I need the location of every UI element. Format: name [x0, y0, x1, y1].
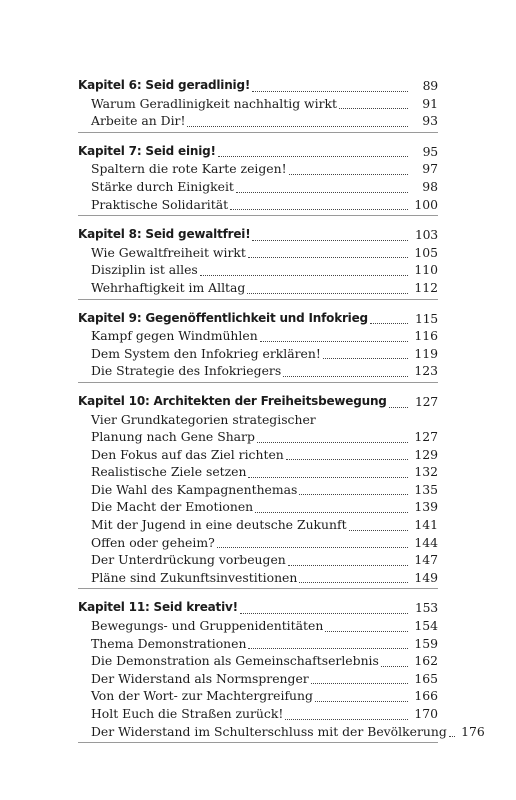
toc-entry-page: 170 [414, 706, 438, 721]
dot-leader [370, 323, 408, 324]
toc-entry-title: Stärke durch Einigkeit [91, 178, 234, 194]
chapter-heading-page: 103 [414, 227, 438, 243]
toc-entry [78, 428, 438, 446]
toc-entry-title: Praktische Solidarität [91, 196, 229, 212]
section-divider [78, 299, 438, 300]
dot-leader [299, 582, 408, 583]
toc-entry-page: 147 [414, 552, 438, 568]
dot-leader [248, 477, 408, 478]
chapter-heading-title: Kapitel 11: Seid kreativ! [78, 600, 238, 615]
toc-entry [78, 345, 438, 363]
toc-entry [78, 652, 438, 670]
dot-leader [315, 701, 408, 702]
chapter-heading-title: Kapitel 8: Seid gewaltfrei! [78, 227, 251, 242]
dot-leader [339, 108, 408, 109]
chapter-section [78, 226, 438, 303]
chapter-section [78, 77, 438, 137]
dot-leader [230, 209, 408, 210]
toc-entry-title: Den Fokus auf das Ziel richten [91, 446, 284, 462]
toc-entry-page: 119 [414, 345, 438, 361]
chapter-section [78, 310, 438, 387]
dot-leader [257, 442, 408, 443]
dot-leader [288, 565, 408, 566]
dot-leader [255, 512, 408, 513]
toc-entry [78, 635, 438, 653]
chapter-heading [78, 143, 438, 161]
toc-entry-title: Spaltern die rote Karte zeigen! [91, 161, 287, 177]
dot-leader [325, 631, 408, 632]
toc-entry-page: 139 [414, 499, 438, 515]
toc-entry [78, 261, 438, 279]
section-divider [78, 382, 438, 383]
toc-entry-page: 127 [414, 429, 438, 445]
toc-entry [78, 160, 438, 178]
toc-entry-page: 141 [414, 517, 438, 533]
chapter-heading-page: 95 [422, 143, 438, 159]
toc-entry-page: 132 [414, 464, 438, 480]
toc-entry-page: 149 [414, 569, 438, 585]
toc-entry-page: 97 [422, 161, 438, 177]
toc-entry [78, 569, 438, 587]
chapter-heading-title: Kapitel 7: Seid einig! [78, 143, 216, 158]
chapter-heading [78, 77, 438, 95]
section-divider [78, 588, 438, 589]
toc-entry [78, 196, 438, 214]
chapter-section [78, 143, 438, 220]
toc-entry-page: 165 [414, 670, 438, 686]
toc-entry-title: Die Demonstration als Gemeinschaftserlebnis [91, 653, 379, 669]
toc-entry-title: Arbeite an Dir! [91, 113, 186, 129]
chapter-heading-title: Kapitel 6: Seid geradlinig! [78, 78, 251, 92]
dot-leader [236, 192, 408, 193]
dot-leader [449, 736, 455, 737]
toc-entry-title: Thema Demonstrationen [91, 635, 247, 651]
toc-entry-title: Die Strategie des Infokriegers [91, 363, 282, 379]
toc-entry-title: Dem System den Infokrieg erklären! [91, 345, 321, 361]
toc-entry-page: 110 [414, 262, 438, 278]
toc-entry-title: Warum Geradlinigkeit nachhaltig wirkt [91, 95, 338, 111]
dot-leader [285, 719, 408, 720]
toc-entry-title: Der Widerstand im Schulterschluss mit der Bevölkerung [91, 723, 447, 739]
toc-entry-page: 162 [414, 653, 438, 669]
toc-entry [78, 516, 438, 534]
dot-leader [323, 358, 408, 359]
toc-entry-title: Disziplin ist alles [91, 262, 198, 278]
dot-leader [252, 91, 408, 92]
toc-entry-page: 98 [422, 178, 438, 194]
toc-entry-page: 93 [422, 113, 438, 129]
dot-leader [247, 293, 408, 294]
toc-entry-title: Die Wahl des Kampagnenthemas [91, 481, 298, 497]
toc-entry-title: Offen oder geheim? [91, 534, 215, 550]
toc-entry-title: Mit der Jugend in eine deutsche Zukunft [91, 517, 347, 533]
table-of-contents [78, 77, 485, 747]
toc-entry-title: Planung nach Gene Sharp [91, 429, 255, 445]
toc-entry-page: 123 [414, 363, 438, 379]
toc-entry-title: Der Unterdrückung vorbeugen [91, 552, 286, 568]
toc-entry [78, 446, 438, 464]
dot-leader [311, 683, 408, 684]
chapter-heading [78, 599, 438, 617]
toc-entry-title: Die Macht der Emotionen [91, 499, 254, 515]
section-divider [78, 215, 438, 216]
toc-entry-title: Pläne sind Zukunftsinvestitionen [91, 569, 298, 585]
toc-entry-title: Von der Wort- zur Machtergreifung [91, 688, 313, 704]
chapter-section [78, 393, 438, 594]
toc-entry-page: 91 [422, 95, 438, 111]
chapter-section [78, 599, 485, 747]
toc-entry [78, 112, 438, 130]
toc-entry-title: Holt Euch die Straßen zurück! [91, 706, 284, 721]
toc-entry [78, 362, 438, 380]
toc-entry [78, 327, 438, 345]
dot-leader [200, 275, 408, 276]
toc-entry-page: 105 [414, 244, 438, 260]
chapter-heading [78, 393, 438, 411]
dot-leader [389, 407, 408, 408]
toc-entry-title: Kampf gegen Windmühlen [91, 328, 258, 344]
dot-leader [187, 126, 408, 127]
toc-entry [78, 481, 438, 499]
toc-entry-page: 176 [461, 723, 485, 739]
toc-entry-page: 144 [414, 534, 438, 550]
section-divider [78, 742, 438, 743]
toc-entry [78, 723, 485, 741]
toc-entry-page: 116 [414, 328, 438, 344]
chapter-heading-title: Kapitel 9: Gegenöffentlichkeit und Infokrieg [78, 310, 368, 325]
dot-leader [218, 156, 408, 157]
toc-entry-page: 129 [414, 446, 438, 462]
dot-leader [248, 648, 408, 649]
toc-entry [78, 534, 438, 552]
chapter-heading [78, 226, 438, 244]
toc-entry-page: 159 [414, 635, 438, 651]
toc-entry-title: Realistische Ziele setzen [91, 464, 247, 480]
toc-entry-page: 166 [414, 688, 438, 704]
toc-entry [78, 411, 438, 429]
dot-leader [217, 547, 408, 548]
dot-leader [289, 174, 408, 175]
toc-entry-page: 112 [414, 279, 438, 295]
chapter-heading [78, 310, 438, 328]
toc-entry [78, 178, 438, 196]
dot-leader [283, 376, 408, 377]
toc-entry-title: Der Widerstand als Normsprenger [91, 670, 309, 686]
dot-leader [299, 494, 408, 495]
toc-entry [78, 244, 438, 262]
chapter-heading-title: Kapitel 10: Architekten der Freiheitsbewegung [78, 393, 387, 408]
chapter-heading-page: 89 [422, 78, 438, 93]
toc-entry-title: Wehrhaftigkeit im Alltag [91, 279, 246, 295]
chapter-heading-page: 127 [414, 393, 438, 409]
toc-entry [78, 463, 438, 481]
chapter-heading-page: 153 [414, 600, 438, 616]
dot-leader [349, 530, 408, 531]
toc-entry-page: 154 [414, 618, 438, 634]
chapter-heading-page: 115 [414, 310, 438, 326]
toc-entry-title: Bewegungs- und Gruppenidentitäten [91, 618, 324, 634]
toc-entry [78, 687, 438, 705]
toc-entry [78, 670, 438, 688]
dot-leader [252, 240, 408, 241]
toc-entry [78, 95, 438, 113]
dot-leader [248, 257, 408, 258]
toc-entry [78, 498, 438, 516]
toc-entry-title: Wie Gewaltfreiheit wirkt [91, 244, 246, 260]
dot-leader [286, 459, 408, 460]
toc-entry [78, 279, 438, 297]
dot-leader [260, 341, 408, 342]
section-divider [78, 132, 438, 133]
toc-entry-page: 100 [414, 196, 438, 212]
toc-entry [78, 617, 438, 635]
toc-entry-page: 135 [414, 481, 438, 497]
toc-entry [78, 551, 438, 569]
dot-leader [381, 666, 408, 667]
toc-entry-title: Vier Grundkategorien strategischer [91, 411, 316, 427]
dot-leader [240, 613, 408, 614]
toc-entry [78, 705, 438, 723]
